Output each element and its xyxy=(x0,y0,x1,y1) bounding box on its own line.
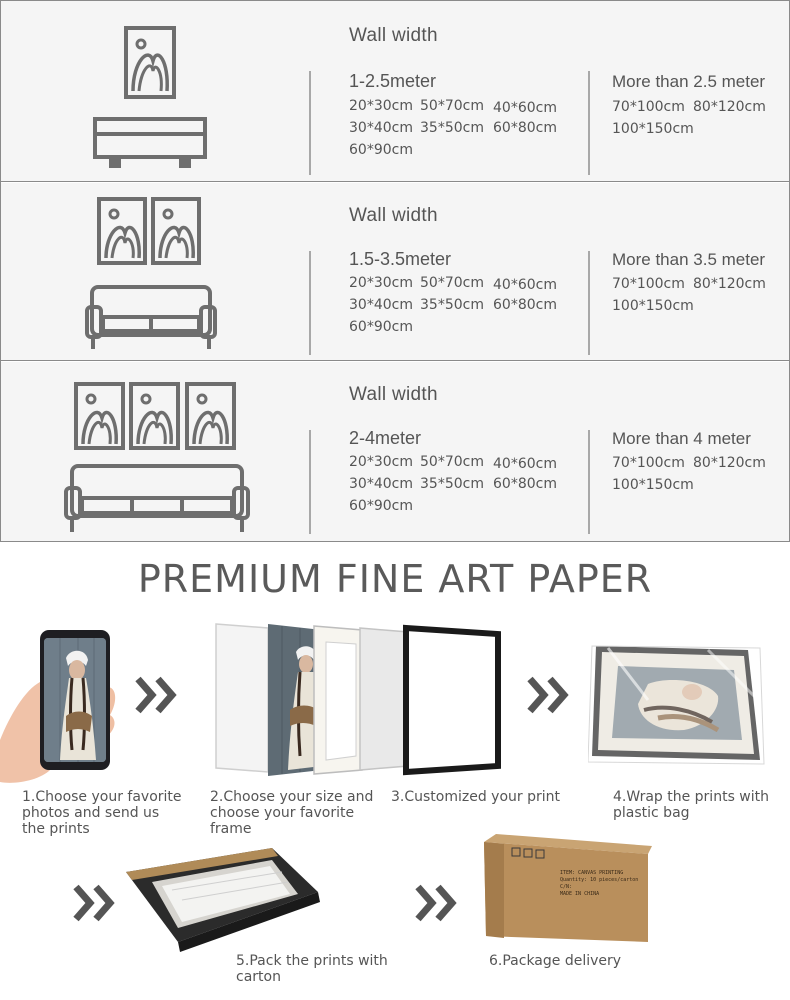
caption-line: plastic bag xyxy=(613,805,690,821)
size-row-3 xyxy=(1,362,789,541)
chevron-double-right-icon xyxy=(72,883,122,923)
size-option: 20*30cm xyxy=(349,454,413,470)
sofa-icon xyxy=(87,287,215,349)
size-option: 80*120cm xyxy=(693,276,766,292)
size-option: 50*70cm xyxy=(420,454,484,470)
size-option: 20*30cm xyxy=(349,275,413,291)
section-heading: PREMIUM FINE ART PAPER xyxy=(137,557,653,601)
step-4-caption xyxy=(613,789,769,821)
size-option: 60*90cm xyxy=(349,498,413,514)
chevron-double-right-icon xyxy=(526,675,576,715)
more-than-label: More than 3.5 meter xyxy=(612,250,766,269)
caption-line: 3.Customized your print xyxy=(391,789,561,805)
frame-icon xyxy=(153,199,199,263)
chevron-double-right-icon xyxy=(414,883,464,923)
size-option: 60*90cm xyxy=(349,142,413,158)
wall-width-range: 1.5-3.5meter xyxy=(349,249,452,269)
illustration-two-frames xyxy=(1,183,301,360)
size-option: 40*60cm xyxy=(493,100,557,116)
size-option: 100*150cm xyxy=(612,477,694,493)
box-label-line: ITEM: CANVAS PRINTING xyxy=(560,870,624,876)
caption-line: frame xyxy=(210,821,252,837)
size-option: 70*100cm xyxy=(612,99,685,115)
caption-line: 2.Choose your size and xyxy=(210,789,374,805)
wrapped-print-illustration xyxy=(588,640,768,770)
caption-line: 5.Pack the prints with xyxy=(236,953,388,969)
step-3-caption xyxy=(391,789,560,805)
step-2-caption xyxy=(210,789,373,837)
sofa-icon xyxy=(66,466,248,532)
divider xyxy=(309,251,311,355)
caption-line: 1.Choose your favorite xyxy=(22,789,182,805)
size-option: 50*70cm xyxy=(420,275,484,291)
step-6-caption xyxy=(489,953,621,969)
caption-line: 4.Wrap the prints with xyxy=(613,789,770,805)
size-option: 30*40cm xyxy=(349,476,413,492)
size-option: 60*80cm xyxy=(493,297,557,313)
frame-layers-illustration xyxy=(210,620,510,780)
size-option: 30*40cm xyxy=(349,297,413,313)
size-option: 60*80cm xyxy=(493,476,557,492)
size-option: 35*50cm xyxy=(420,476,484,492)
box-label xyxy=(560,870,638,898)
tv-stand-icon xyxy=(95,119,205,166)
divider xyxy=(309,430,311,534)
step-5-caption xyxy=(236,953,388,985)
frame-icon xyxy=(131,384,178,448)
caption-line: the prints xyxy=(22,821,90,837)
frame-icon xyxy=(126,28,174,97)
caption-line: 6.Package delivery xyxy=(489,953,622,969)
box-label-line: MADE IN CHINA xyxy=(560,891,600,897)
size-row-2 xyxy=(1,183,789,361)
wall-width-title: Wall width xyxy=(349,25,438,46)
divider xyxy=(588,430,590,534)
divider xyxy=(588,71,590,175)
size-row-1 xyxy=(1,1,789,182)
wall-width-range: 2-4meter xyxy=(349,428,422,448)
divider xyxy=(309,71,311,175)
illustration-single-frame xyxy=(1,1,301,181)
caption-line: photos and send us xyxy=(22,805,160,821)
wall-width-title: Wall width xyxy=(349,205,438,226)
size-option: 60*80cm xyxy=(493,120,557,136)
size-option: 20*30cm xyxy=(349,98,413,114)
size-option: 100*150cm xyxy=(612,121,694,137)
size-option: 35*50cm xyxy=(420,120,484,136)
size-option: 40*60cm xyxy=(493,456,557,472)
size-option: 70*100cm xyxy=(612,455,685,471)
wall-width-range: 1-2.5meter xyxy=(349,71,437,91)
size-option: 60*90cm xyxy=(349,319,413,335)
step-1-caption xyxy=(22,789,182,837)
size-option: 100*150cm xyxy=(612,298,694,314)
size-option: 30*40cm xyxy=(349,120,413,136)
divider xyxy=(588,251,590,355)
size-option: 35*50cm xyxy=(420,297,484,313)
carton-packing-illustration xyxy=(122,842,322,957)
box-label-line: Quantity: 10 pieces/carton xyxy=(560,877,639,883)
chevron-double-right-icon xyxy=(134,675,184,715)
size-option: 80*120cm xyxy=(693,99,766,115)
more-than-label: More than 2.5 meter xyxy=(612,72,766,91)
box-label-line: C/N: xyxy=(560,884,573,890)
wall-width-title: Wall width xyxy=(349,384,438,405)
size-option: 80*120cm xyxy=(693,455,766,471)
caption-line: choose your favorite xyxy=(210,805,355,821)
caption-line: carton xyxy=(236,969,281,985)
illustration-three-frames xyxy=(1,362,301,541)
frame-icon xyxy=(76,384,123,448)
more-than-label: More than 4 meter xyxy=(612,429,751,448)
size-option: 40*60cm xyxy=(493,277,557,293)
frame-icon xyxy=(99,199,145,263)
frame-icon xyxy=(187,384,234,448)
size-option: 50*70cm xyxy=(420,98,484,114)
phone-icon xyxy=(0,620,125,785)
size-option: 70*100cm xyxy=(612,276,685,292)
